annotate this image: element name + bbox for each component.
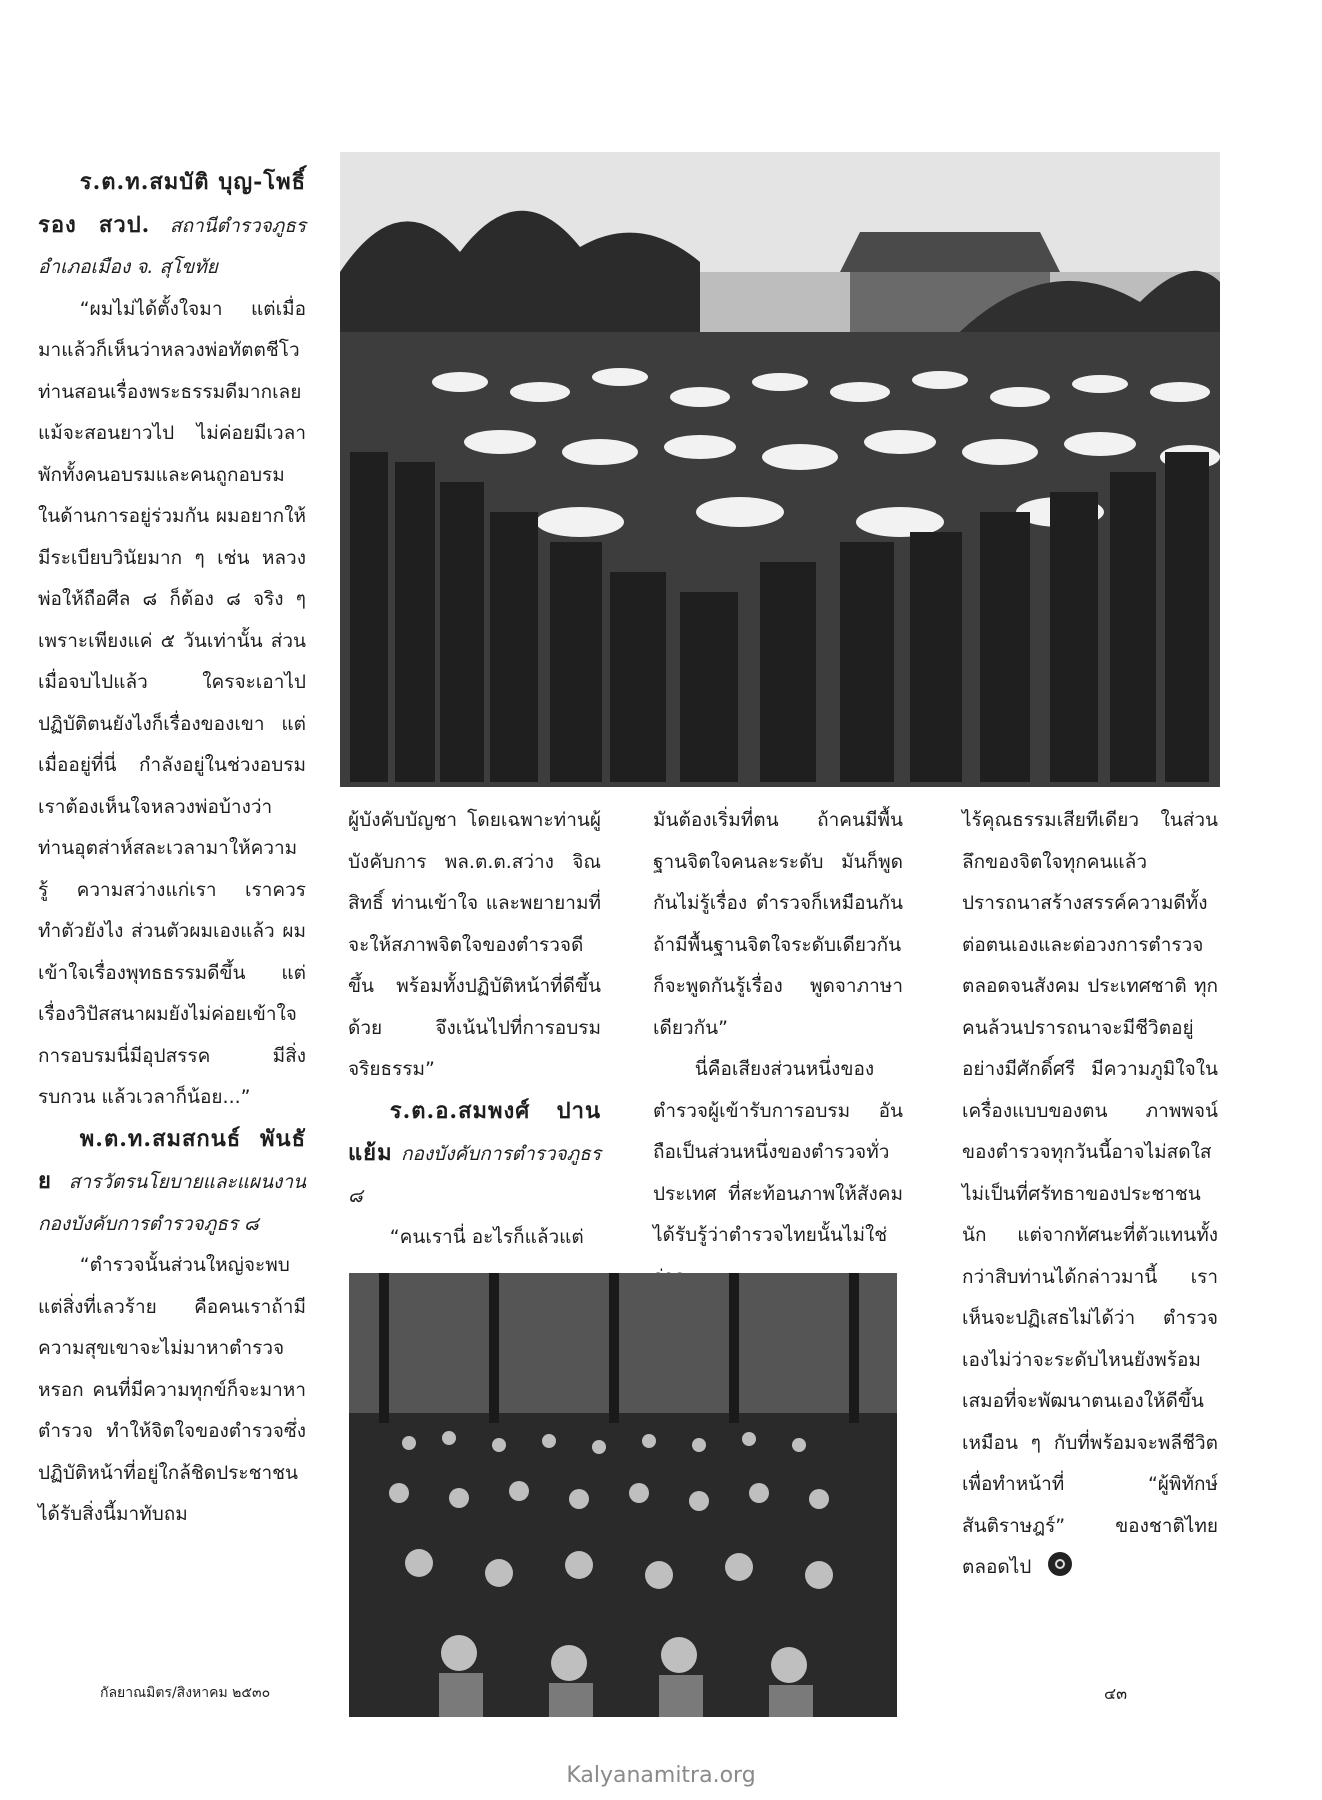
text-column-3 <box>653 800 903 1298</box>
text-column-2 <box>348 800 601 1259</box>
interviewee-heading <box>38 1119 306 1246</box>
body-paragraph: นี่คือเสียงส่วนหนึ่งของตำรวจผู้เข้ารับการอบรม อันถือเป็นส่วนหนึ่งของตำรวจทั่วประเทศ ที่สะท้อนภาพให้สังคมได้รับรู้ว่าตำรวจไทยนั้นไม่ใช่ <box>653 1058 903 1246</box>
interviewee-role: กองบังคับการตำรวจภูธร ๘ <box>348 1143 601 1207</box>
watermark: Kalyanamitra.org <box>566 1763 756 1788</box>
interviewee-name: ร.ต.ท.สมบัติ บุญ-โพธิ์ รอง สวป. <box>38 169 306 238</box>
body-paragraph: ไร้คุณธรรมเสียทีเดียว ในส่วนลึกของจิตใจทุกคนแล้วปรารถนาสร้างสรรค์ความดีทั้งต่อตนเองและต่อวงการตำรวจ ตลอดจนสังคม ประเทศชาติ ทุกคนล้วนปรารถนาจะมีชีวิตอยู่อย่างมีศักดิ์ศรี มีความภูมิใจในเครื่องแบบของตน ภาพพจน์ของตำรวจทุกวันนี้อาจไม่สดใสไม่เป็นที่ศรัทธาของประชาชนนัก แต่จากทัศนะที่ตัวแทนทั้งกว่าสิบท่านได้กล่าวมานี้ เราเห็นจะปฏิเสธไม่ได้ว่า ตำรวจเองไม่ว่าจะระดับไหนยังพร้อมเสมอที่จะพัฒนาตนเองให้ดีขึ้นเหมือน ๆ กับที่พร้อมจะพลีชีวิตเพื่อทำหน้าที่ “ผู้พิทักษ์สันติราษฎร์” ของชาติไทยตลอดไป <box>962 809 1218 1578</box>
running-footer: กัลยาณมิตร/สิงหาคม ๒๕๓๐ <box>100 1685 271 1701</box>
text-column-1 <box>38 162 306 1536</box>
quote-paragraph: “ตำรวจนั้นส่วนใหญ่จะพบแต่สิ่งที่เลวร้าย คือคนเราถ้ามีความสุขเขาจะไม่มาหาตำรวจหรอก คนที่มีความทุกข์ก็จะมาหาตำรวจ ทำให้จิตใจของตำรวจซึ่งปฏิบัติหน้าที่อยู่ใกล้ชิดประชาชนได้รับสิ่งนี้มาทับถม <box>38 1254 306 1525</box>
photo-seated-training <box>349 1273 897 1717</box>
interviewee-role: สถานีตำรวจภูธร อำเภอเมือง จ. สุโขทัย <box>38 214 306 278</box>
interviewee-role: สารวัตรนโยบายและแผนงาน กองบังคับการตำรวจภูธร ๘ <box>38 1171 306 1235</box>
quote-paragraph: มันต้องเริ่มที่ตน ถ้าคนมีพื้นฐานจิตใจคนละระดับ มันก็พูดกันไม่รู้เรื่อง ตำรวจก็เหมือนกันถ้ามีพื้นฐานจิตใจระดับเดียวกัน ก็จะพูดกันรู้เรื่อง พูดจาภาษาเดียวกัน” <box>653 809 903 1039</box>
interviewee-name: ร.ต.อ.สมพงศ์ ปานแย้ม <box>348 1097 601 1166</box>
text-column-4 <box>962 800 1218 1589</box>
quote-paragraph: “ผมไม่ได้ตั้งใจมา แต่เมื่อมาแล้วก็เห็นว่าหลวงพ่อทัตตชีโวท่านสอนเรื่องพระธรรมดีมากเลย แม้จะสอนยาวไป ไม่ค่อยมีเวลาพักทั้งคนอบรมและคนถูกอบรม ในด้านการอยู่ร่วมกัน ผมอยากให้มีระเบียบวินัยมาก ๆ เช่น หลวงพ่อให้ถือศีล ๘ ก็ต้อง ๘ จริง ๆ เพราะเพียงแค่ ๕ วันเท่านั้น ส่วนเมื่อจบไปแล้ว ใครจะเอาไปปฏิบัติตนยังไงก็เรื่องของเขา แต่เมื่ออยู่ที่นี่ กำลังอยู่ในช่วงอบรม เราต้องเห็นใจหลวงพ่อบ้างว่าท่านอุตส่าห์สละเวลามาให้ความรู้ ความสว่างแก่เรา เราควรทำตัวยังไง ส่วนตัวผมเองแล้ว ผมเข้าใจเรื่องพุทธธรรมดีขึ้น แต่เรื่องวิปัสสนาผมยังไม่ค่อยเข้าใจ การอบรมนี่มีอุปสรรค มีสิ่งรบกวน แล้วเวลาก็น้อย...” <box>38 297 306 1108</box>
photo-police-assembly-image <box>340 152 1220 787</box>
photo-police-assembly <box>340 152 1220 787</box>
interviewee-heading <box>348 1091 601 1218</box>
interviewee-heading <box>38 162 306 289</box>
photo-seated-training-image <box>349 1273 897 1717</box>
quote-paragraph: ผู้บังคับบัญชา โดยเฉพาะท่านผู้บังคับการ พล.ต.ต.สว่าง จิณสิทธิ์ ท่านเข้าใจ และพยายามที่จะให้สภาพจิตใจของตำรวจดีขึ้น พร้อมทั้งปฏิบัติหน้าที่ดีขึ้นด้วย จึงเน้นไปที่การอบรมจริยธรรม” <box>348 809 601 1080</box>
article-end-mark-icon <box>1048 1552 1072 1576</box>
page-number: ๔๓ <box>1104 1684 1128 1703</box>
interviewee-name: พ.ต.ท.สมสกนธ์ พันธัย <box>38 1125 306 1194</box>
quote-paragraph: “คนเรานี่ อะไรก็แล้วแต่ <box>389 1226 584 1248</box>
